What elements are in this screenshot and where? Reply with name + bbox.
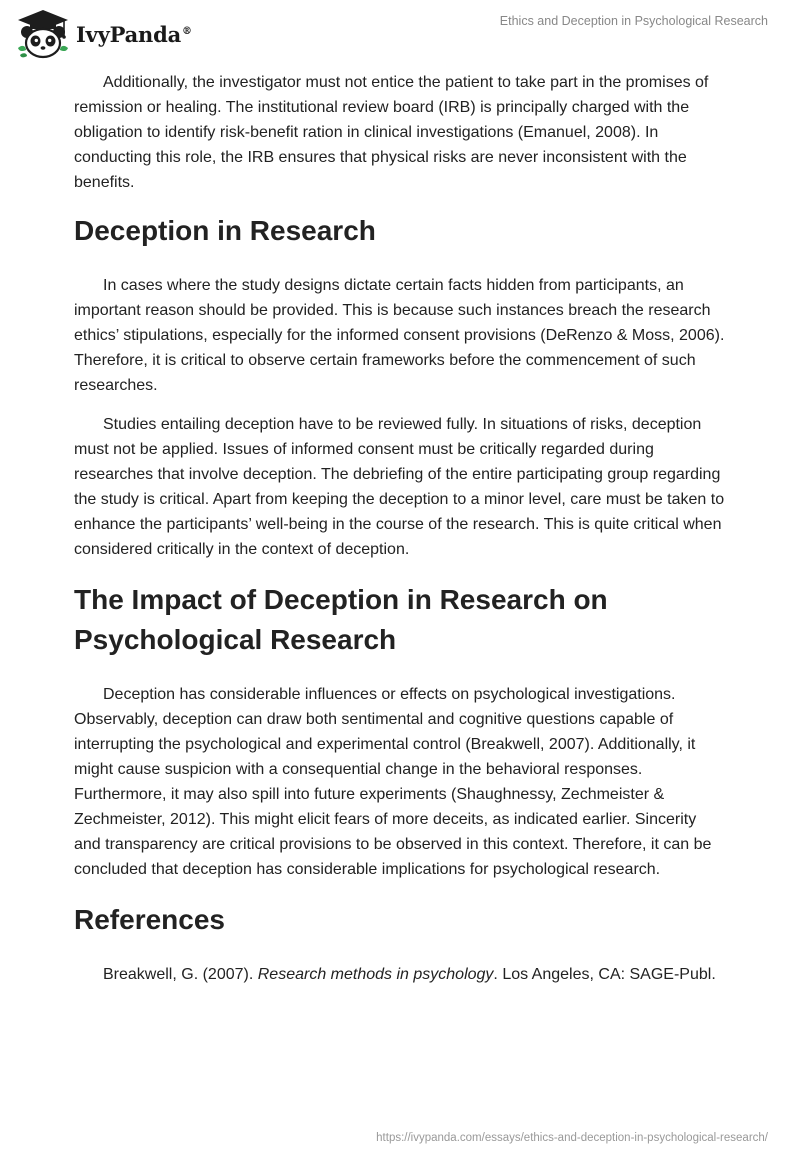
references-heading: References — [74, 904, 225, 935]
deception-paragraph-2: Studies entailing deception have to be reviewed fully. In situations of risks, deception must not be applied. Issues of informed consent must be critically regarded during researches that involve deception. The debriefing of the entire participating group regarding the study is critical. Apart from keeping the deception to a minor level, care must be taken to enhance the participants’ well-being in the course of the research. This is quite critical when considered critically in the context of deception. — [74, 416, 725, 558]
registered-mark: ® — [182, 25, 192, 37]
source-url[interactable]: https://ivypanda.com/essays/ethics-and-deception-in-psychological-research/ — [376, 1132, 768, 1144]
impact-heading: The Impact of Deception in Research on Psychological Research — [74, 584, 608, 655]
reference-entry — [74, 962, 726, 987]
reference-authors: Breakwell, G. (2007). — [103, 966, 258, 983]
logo-text: IvyPanda® — [76, 21, 192, 47]
panda-graduate-icon — [14, 8, 72, 60]
intro-paragraph: Additionally, the investigator must not entice the patient to take part in the promises of remission or healing. The institutional review board (IRB) is principally charged with the obligation to identify risk-benefit ration in clinical investigations (Emanuel, 2008). In conducting this role, the IRB ensures that physical risks are never inconsistent with the benefits. — [74, 74, 709, 191]
page-header — [0, 0, 800, 70]
impact-paragraph: Deception has considerable influences or effects on psychological investigations. Observably, deception can draw both sentimental and cognitive questions capable of interrupting the psychological and experimental control (Breakwell, 2007). Additionally, it might cause suspicion with a consequential change in the behavioral responses. Furthermore, it may also spill into future experiments (Shaughnessy, Zechmeister & Zechmeister, 2012). This might elicit fears of more deceits, as indicated earlier. Sincerity and transparency are critical provisions to be observed in this context. Therefore, it can be concluded that deception has considerable implications for psychological research. — [74, 686, 712, 878]
reference-publisher: . Los Angeles, CA: SAGE-Publ. — [493, 966, 716, 983]
essay-content — [74, 70, 726, 1001]
deception-heading: Deception in Research — [74, 215, 376, 246]
reference-title: Research methods in psychology — [257, 966, 494, 983]
running-title: Ethics and Deception in Psychological Research — [499, 14, 768, 28]
ivypanda-logo[interactable] — [14, 8, 192, 60]
deception-paragraph-1: In cases where the study designs dictate certain facts hidden from participants, an important reason should be provided. This is because such instances breach the research ethics’ stipulations, especially for the informed consent provisions (DeRenzo & Moss, 2006). Therefore, it is critical to observe certain frameworks before the commencement of such researches. — [74, 277, 725, 394]
